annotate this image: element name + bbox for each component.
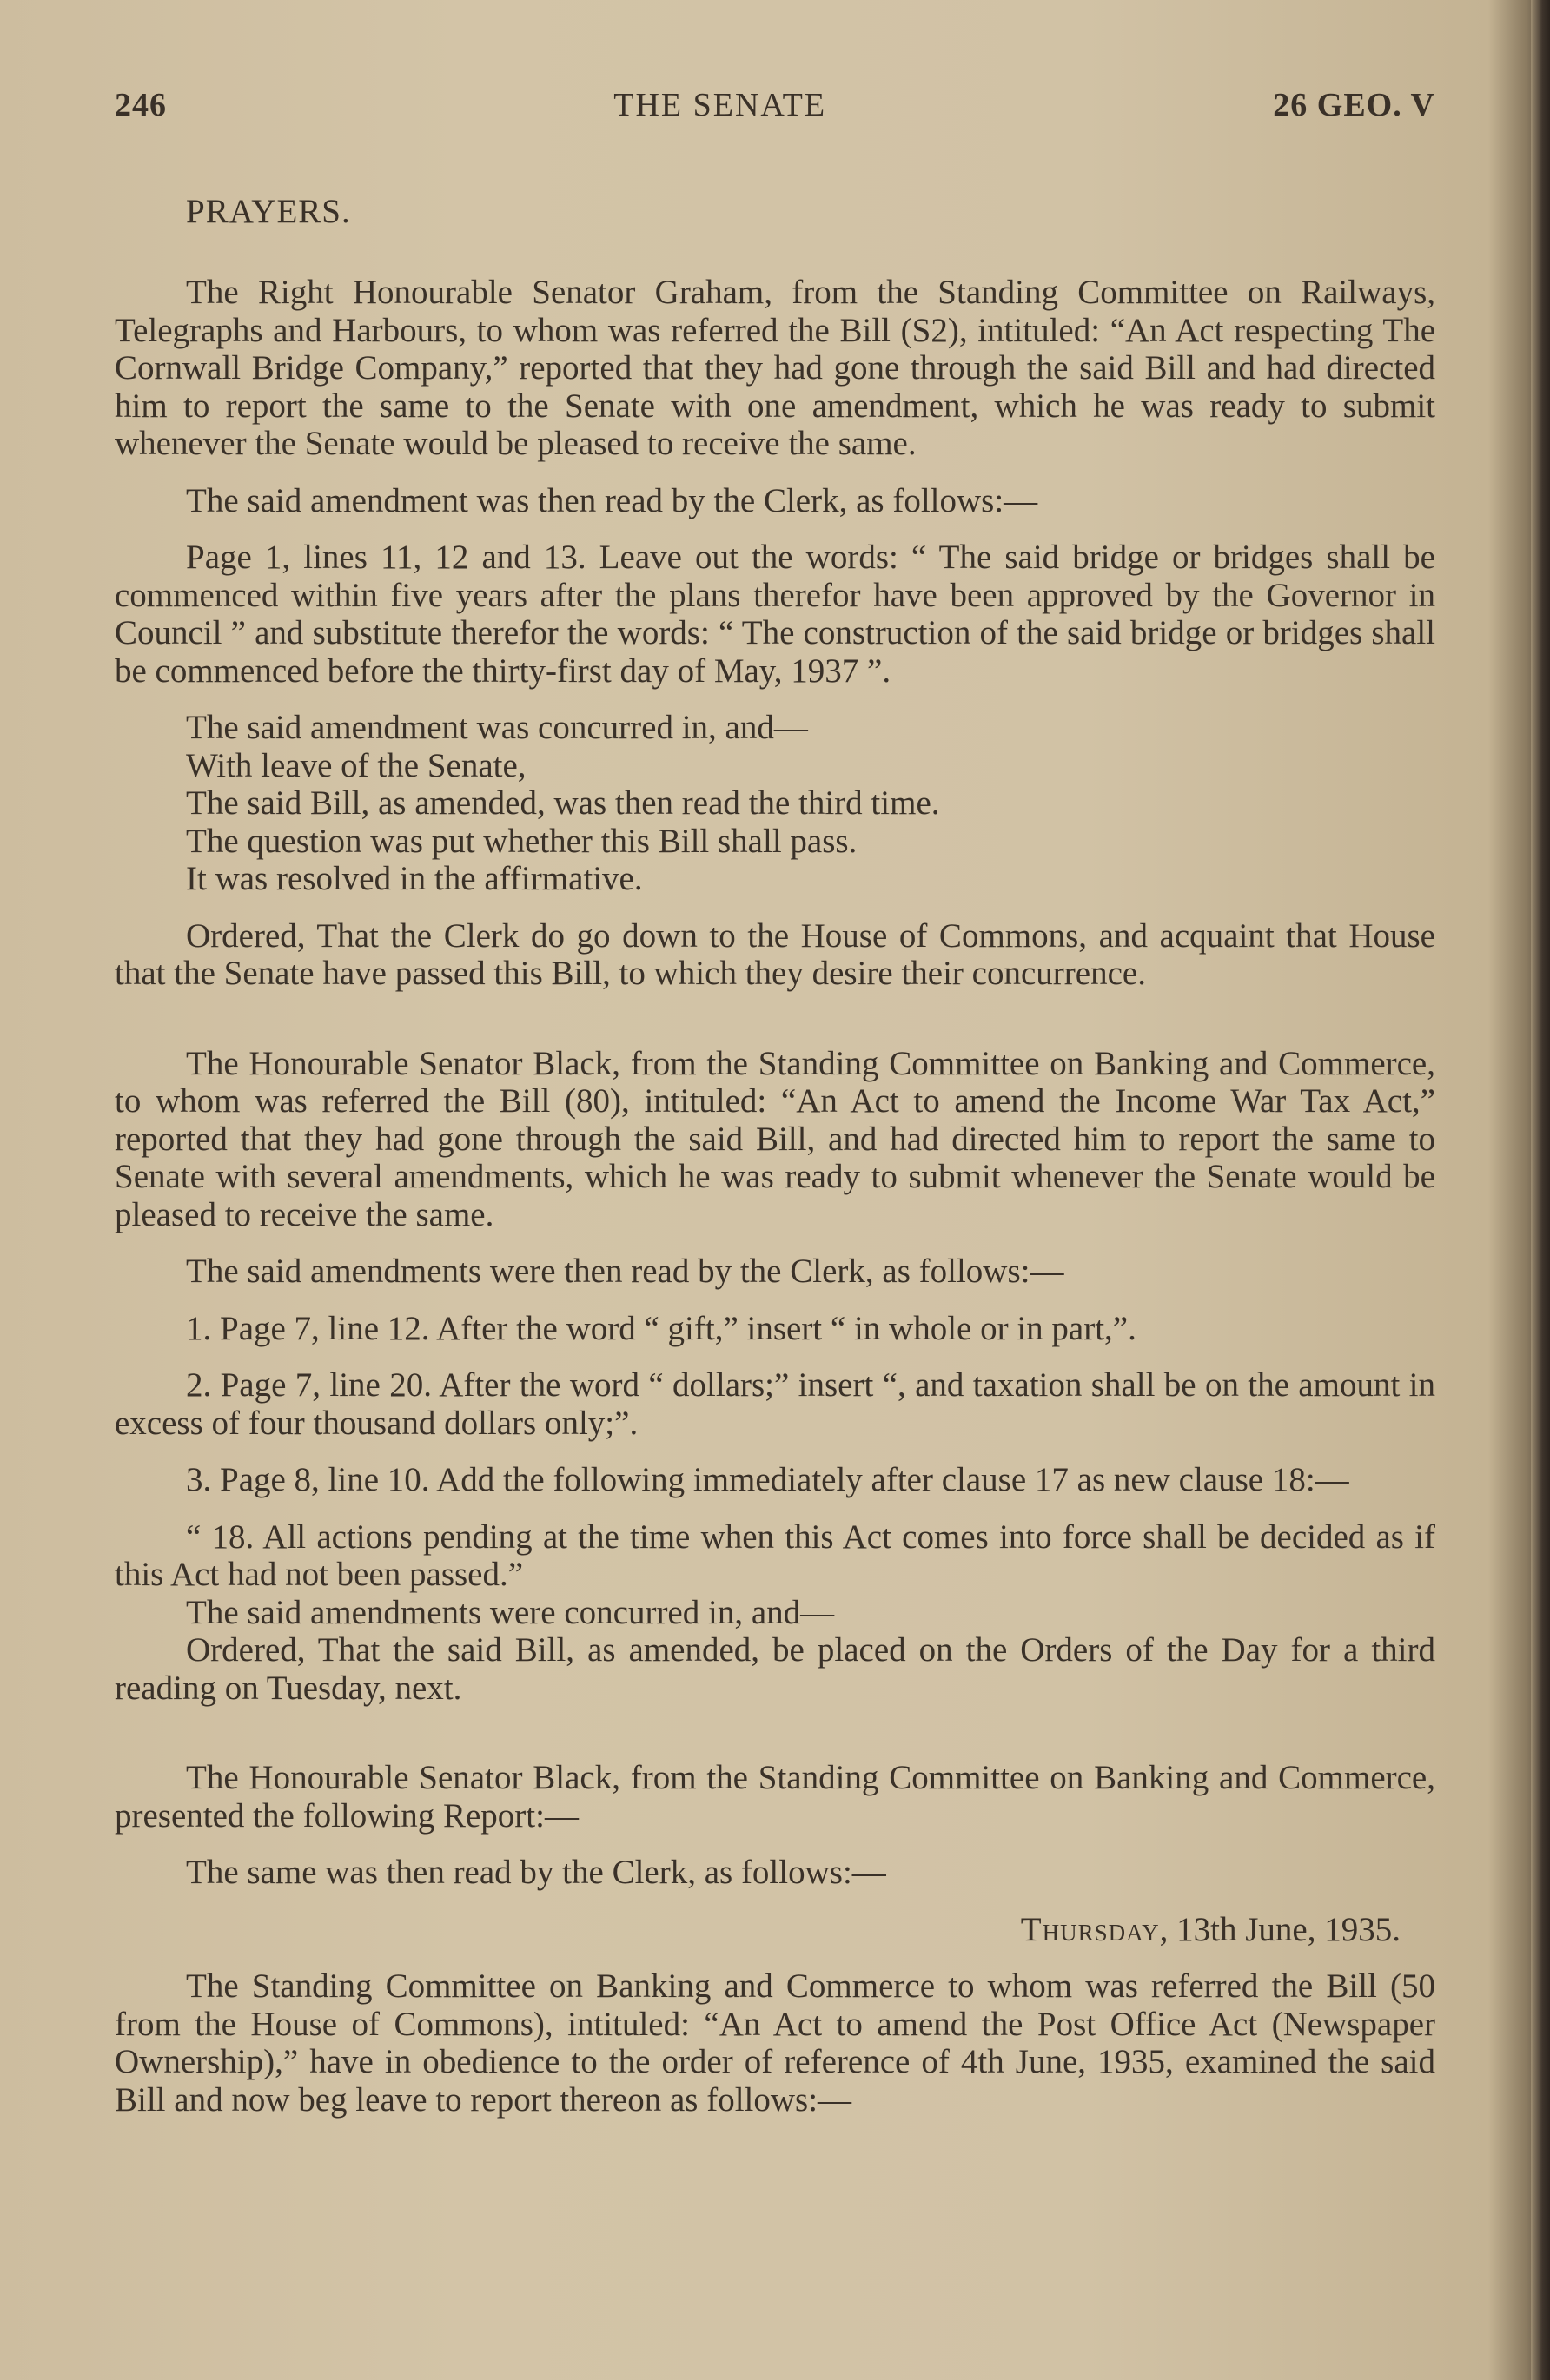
paragraph: The said amendment was then read by the Clerk, as follows:— — [186, 481, 1038, 519]
paragraph: The said amendments were concurred in, and— — [186, 1593, 835, 1631]
paragraph: The Honourable Senator Black, from the Standing Committee on Banking and Commerce, presented the following Report:— — [115, 1759, 1435, 1835]
paragraph: The said Bill, as amended, was then read the third time. — [186, 784, 940, 822]
paragraph: Ordered, That the Clerk do go down to the House of Commons, and acquaint that House that the Senate have passed this Bill, to which they desire their concurrence. — [115, 916, 1435, 992]
paragraph: The said amendment was concurred in, and— — [186, 709, 808, 746]
paragraph: The same was then read by the Clerk, as follows:— — [186, 1854, 886, 1891]
paragraph: The Standing Committee on Banking and Commerce to whom was referred the Bill (50 from the House of Commons), intituled: “An Act to amend the Post Office Act (Newspaper Ownership),” have in obedience to the order of reference of 4th June, 1935, examined the said Bill and now beg leave to report thereon as follows:— — [115, 1967, 1435, 2119]
report-date — [115, 1911, 1401, 1949]
page-content — [115, 87, 1435, 2119]
paragraph: With leave of the Senate, — [186, 746, 527, 784]
paragraph: Ordered, That the said Bill, as amended, be placed on the Orders of the Day for a third reading on Tuesday, next. — [115, 1631, 1435, 1707]
paragraph: The said amendments were then read by the Clerk, as follows:— — [186, 1253, 1064, 1290]
paragraph: It was resolved in the affirmative. — [186, 860, 643, 897]
book-spine-shadow — [1531, 0, 1550, 2380]
volume-label: 26 GEO. V — [1273, 87, 1435, 123]
section-heading: PRAYERS. — [186, 192, 351, 230]
paragraph: The question was put whether this Bill shall pass. — [186, 822, 858, 860]
report-date-day: Thursday — [1020, 1910, 1160, 1948]
paragraph: The Honourable Senator Black, from the Standing Committee on Banking and Commerce, to whom was referred the Bill (80), intituled: “An Act to amend the Income War Tax Act,” reported that they had gone through the said Bill, and had directed him to report the same to Senate with several amendments, which he was ready to submit whenever the Senate would be pleased to receive the same. — [115, 1044, 1435, 1233]
paragraph: 3. Page 8, line 10. Add the following immediately after clause 17 as new clause 18:— — [186, 1461, 1349, 1498]
page-number: 246 — [115, 87, 167, 123]
running-title: THE SENATE — [613, 87, 827, 123]
paragraph: “ 18. All actions pending at the time when this Act comes into force shall be decided as if this Act had not been passed.” — [115, 1517, 1435, 1593]
report-date-rest: , 13th June, 1935. — [1159, 1910, 1401, 1948]
paragraph: The Right Honourable Senator Graham, from the Standing Committee on Railways, Telegraphs and Harbours, to whom was referred the Bill (S2), intituled: “An Act respecting The Cornwall Bridge Company,” reported that they had gone through the said Bill and had directed him to report the same to the Senate with one amendment, which he was ready to submit whenever the Senate would be pleased to receive the same. — [115, 274, 1435, 462]
paragraph: Page 1, lines 11, 12 and 13. Leave out the words: “ The said bridge or bridges shall be commenced within five years after the plans therefor have been approved by the Governor in Council ” and substitute therefor the words: “ The construction of the said bridge or bridges shall be commenced before the thirty-first day of May, 1937 ”. — [115, 539, 1435, 690]
line-group — [115, 709, 1435, 898]
running-header — [115, 87, 1435, 125]
paragraph: 2. Page 7, line 20. After the word “ dollars;” insert “, and taxation shall be on the amount in excess of four thousand dollars only;”. — [115, 1366, 1435, 1442]
paragraph: 1. Page 7, line 12. After the word “ gift,” insert “ in whole or in part,”. — [186, 1309, 1136, 1347]
